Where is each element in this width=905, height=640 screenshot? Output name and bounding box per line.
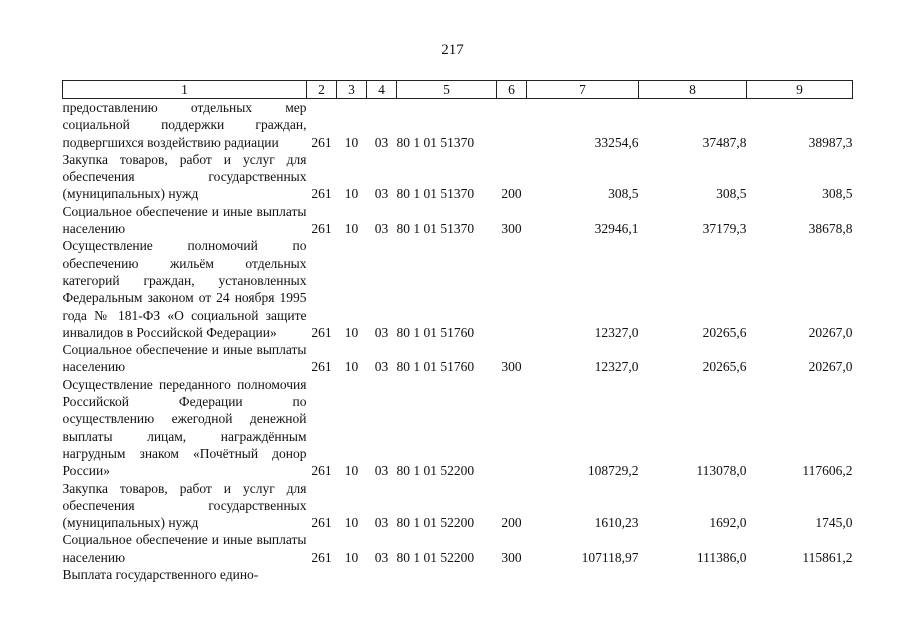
header-col-5: 5 bbox=[397, 81, 497, 99]
row-expense-type: 300 bbox=[501, 549, 522, 565]
row-col-2: 261 bbox=[311, 324, 332, 340]
row-description: Социальное обеспечение и иные выплаты населению bbox=[62, 203, 307, 237]
table-row bbox=[63, 480, 853, 532]
row-value-9: 38678,8 bbox=[808, 221, 853, 237]
table-header-row bbox=[63, 81, 853, 99]
row-value-9: 20267,0 bbox=[808, 359, 853, 375]
row-target-code: 80 1 01 51370 bbox=[396, 186, 475, 202]
row-target-code: 80 1 01 52200 bbox=[396, 549, 475, 565]
row-expense-type: 300 bbox=[501, 221, 522, 237]
row-value-7: 1610,23 bbox=[594, 515, 639, 531]
row-target-code: 80 1 01 52200 bbox=[396, 463, 475, 479]
row-value-9 bbox=[747, 566, 853, 583]
row-value-8: 111386,0 bbox=[696, 549, 747, 565]
row-value-9: 20267,0 bbox=[808, 324, 853, 340]
row-expense-type bbox=[497, 237, 527, 341]
row-col-2: 261 bbox=[311, 134, 332, 150]
row-col-2: 261 bbox=[311, 549, 332, 565]
row-description: Осуществление переданного полномочия Российской Федерации по осуществлению ежегодной денежной выплаты лицам, награждённым нагрудным знаком «Почётный донор России» bbox=[62, 376, 307, 479]
table-row bbox=[63, 237, 853, 341]
row-value-8: 37487,8 bbox=[702, 134, 747, 150]
row-value-9: 117606,2 bbox=[802, 463, 853, 479]
row-col-4: 03 bbox=[374, 324, 389, 340]
row-value-7: 308,5 bbox=[608, 186, 639, 202]
row-col-2: 261 bbox=[311, 221, 332, 237]
row-col-4: 03 bbox=[374, 549, 389, 565]
row-value-7: 107118,97 bbox=[581, 549, 639, 565]
row-col-2: 261 bbox=[311, 359, 332, 375]
row-col-2: 261 bbox=[311, 515, 332, 531]
row-description: Закупка товаров, работ и услуг для обеспечения государственных (муниципальных) нужд bbox=[62, 480, 307, 531]
row-target-code: 80 1 01 51760 bbox=[396, 359, 475, 375]
row-value-8: 20265,6 bbox=[702, 324, 747, 340]
table-row bbox=[63, 376, 853, 480]
row-col-4: 03 bbox=[374, 186, 389, 202]
table-row bbox=[63, 151, 853, 203]
table-row bbox=[63, 341, 853, 376]
row-col-3: 10 bbox=[344, 549, 359, 565]
header-col-8: 8 bbox=[639, 81, 747, 99]
row-value-8: 20265,6 bbox=[702, 359, 747, 375]
row-description: Социальное обеспечение и иные выплаты населению bbox=[62, 532, 307, 565]
row-value-8: 37179,3 bbox=[702, 221, 747, 237]
header-col-4: 4 bbox=[367, 81, 397, 99]
row-value-8: 308,5 bbox=[716, 186, 747, 202]
row-col-4: 03 bbox=[374, 221, 389, 237]
row-expense-type: 300 bbox=[501, 359, 522, 375]
row-value-8 bbox=[639, 566, 747, 583]
row-col-3: 10 bbox=[344, 134, 359, 150]
row-col-3: 10 bbox=[344, 359, 359, 375]
row-description: Осуществление полномочий по обеспечению жильём отдельных категорий граждан, установленных Федеральным законом от 24 ноября 1995 года № 181-ФЗ «О социальной защите инвалидов в Российской Федерации» bbox=[62, 238, 307, 340]
row-description: предоставлению отдельных мер социальной поддержки граждан, подвергшихся воздействию радиации bbox=[62, 100, 307, 150]
row-col-4: 03 bbox=[374, 515, 389, 531]
row-col-2: 261 bbox=[311, 463, 332, 479]
row-target-code: 80 1 01 51370 bbox=[396, 221, 475, 237]
row-col-3 bbox=[337, 566, 367, 583]
row-col-4 bbox=[367, 566, 397, 583]
row-expense-type bbox=[497, 99, 527, 151]
header-col-9: 9 bbox=[747, 81, 853, 99]
row-value-9: 115861,2 bbox=[802, 549, 853, 565]
header-col-6: 6 bbox=[497, 81, 527, 99]
row-col-3: 10 bbox=[344, 221, 359, 237]
row-value-8: 1692,0 bbox=[709, 515, 747, 531]
row-expense-type: 200 bbox=[501, 186, 522, 202]
row-description: Социальное обеспечение и иные выплаты населению bbox=[62, 342, 307, 375]
row-value-7 bbox=[527, 566, 639, 583]
table-row bbox=[63, 203, 853, 238]
row-col-2: 261 bbox=[311, 186, 332, 202]
row-value-7: 32946,1 bbox=[594, 221, 639, 237]
table-row bbox=[63, 566, 853, 583]
row-value-8: 113078,0 bbox=[696, 463, 747, 479]
row-target-code: 80 1 01 51760 bbox=[396, 324, 475, 340]
row-col-3: 10 bbox=[344, 324, 359, 340]
header-col-3: 3 bbox=[337, 81, 367, 99]
table-row bbox=[63, 531, 853, 566]
row-col-4: 03 bbox=[374, 359, 389, 375]
row-expense-type bbox=[497, 376, 527, 480]
row-col-3: 10 bbox=[344, 463, 359, 479]
row-value-7: 33254,6 bbox=[594, 134, 639, 150]
budget-table bbox=[62, 80, 853, 583]
page-number: 217 bbox=[441, 42, 464, 58]
table-row bbox=[63, 99, 853, 151]
row-col-4: 03 bbox=[374, 463, 389, 479]
row-col-3: 10 bbox=[344, 515, 359, 531]
header-col-1: 1 bbox=[63, 81, 307, 99]
row-value-9: 1745,0 bbox=[815, 515, 853, 531]
header-col-7: 7 bbox=[527, 81, 639, 99]
row-col-4: 03 bbox=[374, 134, 389, 150]
row-value-7: 108729,2 bbox=[587, 463, 639, 479]
row-col-2 bbox=[307, 566, 337, 583]
header-col-2: 2 bbox=[307, 81, 337, 99]
row-value-9: 308,5 bbox=[822, 186, 853, 202]
row-value-9: 38987,3 bbox=[808, 134, 853, 150]
row-col-3: 10 bbox=[344, 186, 359, 202]
row-expense-type: 200 bbox=[501, 515, 522, 531]
row-expense-type bbox=[497, 566, 527, 583]
row-description: Закупка товаров, работ и услуг для обеспечения государственных (муниципальных) нужд bbox=[62, 151, 307, 202]
table-body bbox=[63, 99, 853, 584]
row-value-7: 12327,0 bbox=[594, 324, 639, 340]
row-target-code: 80 1 01 52200 bbox=[396, 515, 475, 531]
row-target-code bbox=[397, 566, 497, 583]
row-value-7: 12327,0 bbox=[594, 359, 639, 375]
row-target-code: 80 1 01 51370 bbox=[396, 134, 475, 150]
row-description: Выплата государственного едино- bbox=[62, 567, 259, 583]
